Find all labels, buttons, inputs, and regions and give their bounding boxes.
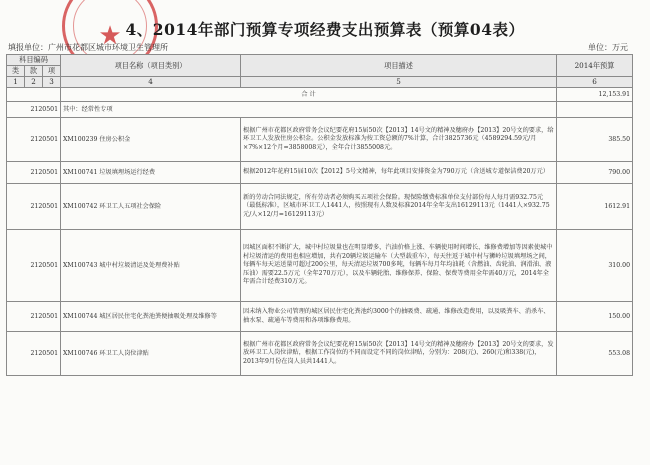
row-amount: 790.00	[557, 162, 633, 184]
reporting-unit	[8, 42, 168, 53]
level-class-header: 类	[7, 66, 25, 77]
row-desc: 根据广州市花都区政府常务会议纪要花府15届50次【2013】14号文的精神及穗府办【2013】20号文的要求，给环卫工人发放住房公积金。公积金发放标准为按工资总额的7%计算，合计3825736元（4589294.59元/月×7%×12个月=3858008元），全年合计3855008元。	[241, 118, 557, 162]
page-title: 4、2014年部门预算专项经费支出预算表（预算04表）	[125, 20, 525, 39]
table-row	[7, 302, 633, 332]
group-name: 其中：经常性专项	[61, 102, 557, 118]
reporting-unit-label: 填报单位：	[8, 43, 48, 52]
row-project: XM100746 环卫工人岗位津贴	[61, 332, 241, 376]
row-project: XM100742 环卫工人五项社会保险	[61, 184, 241, 230]
row-project: XM100741 垃圾填埋场运行经费	[61, 162, 241, 184]
table-row	[7, 184, 633, 230]
seal-star-icon: ★	[98, 21, 122, 51]
row-desc: 因城区面积不断扩大，城中村垃圾量也在明显增多，汽油价格上涨、车辆使用时间增长、维修费增加等因素使城中村垃圾清运的费用也相应增加，共有20辆垃圾运输车（大型载重车），每天往返于城中村与狮岭垃圾填埋场之间，每辆车每天运送量可超过200公里，每天清运垃圾700多吨，每辆车每月年均油耗（含燃油、齿轮油、润滑油、液压油）需要22.5万元（全年270万元），以及车辆轮胎、维修保养、保险、保费等费用全年需40万元，2014年全年需合计经费310万元。	[241, 230, 557, 302]
row-code: 2120501	[7, 332, 61, 376]
level-item-header: 项	[43, 66, 61, 77]
table-row	[7, 118, 633, 162]
col-number: 4	[61, 77, 241, 88]
budget-table	[6, 54, 633, 376]
row-amount: 553.08	[557, 332, 633, 376]
row-desc: 根据2012年花府15届10次【2012】5号文精神，每年此项目安排资金为790万元（含送城专道保洁费20万元）	[241, 162, 557, 184]
total-amount: 12,153.91	[557, 88, 633, 102]
row-code: 2120501	[7, 302, 61, 332]
row-code: 2120501	[7, 230, 61, 302]
row-project: XM100239 住房公积金	[61, 118, 241, 162]
header-row-1	[7, 55, 633, 66]
budget-header: 2014年预算	[557, 55, 633, 77]
group-code: 2120501	[7, 102, 61, 118]
table-row	[7, 162, 633, 184]
col-number: 5	[241, 77, 557, 88]
row-amount: 310.00	[557, 230, 633, 302]
total-label: 合 计	[61, 88, 557, 102]
row-desc: 因未纳入物业公司管理的城区居民住宅化粪池约3000个的抽吸费、疏通、维修改造费用，以及吸粪车、消杀车、抽水泵、疏通车等费用和各项维修费用。	[241, 302, 557, 332]
total-row	[7, 88, 633, 102]
row-code: 2120501	[7, 118, 61, 162]
row-desc: 根据广州市花都区政府常务会议纪要花府15届50次【2013】14号文的精神及穗府办【2013】20号文的要求，发放环卫工人岗位津贴，根据工作岗位的不同而设定不同的岗位津贴，分别为：208(元)、260(元)和338(元)，2013年9月份在岗人员共1441人。	[241, 332, 557, 376]
subject-code-header: 科目编码	[7, 55, 61, 66]
row-project: XM100744 城区居民住宅化粪池粪便抽吸处理及维修等	[61, 302, 241, 332]
table-row	[7, 332, 633, 376]
row-code: 2120501	[7, 184, 61, 230]
project-name-header: 项目名称（项目类别）	[61, 55, 241, 77]
row-amount: 385.50	[557, 118, 633, 162]
project-desc-header: 项目描述	[241, 55, 557, 77]
row-amount: 1612.91	[557, 184, 633, 230]
column-number-row	[7, 77, 633, 88]
reporting-unit-name: 广州市花都区城市环境卫生管理所	[48, 43, 168, 52]
col-number: 1	[7, 77, 25, 88]
row-project: XM100743 城中村垃圾清运及处理费补贴	[61, 230, 241, 302]
level-section-header: 款	[25, 66, 43, 77]
col-number: 6	[557, 77, 633, 88]
group-row	[7, 102, 633, 118]
row-code: 2120501	[7, 162, 61, 184]
col-number: 2	[25, 77, 43, 88]
row-amount: 150.00	[557, 302, 633, 332]
row-desc: 新的劳动合同法规定，所有劳动者必须购买五项社会保险。现保险缴费标准单位支付部份每人每月需932.75元（最低标准），区城市环卫工人1441人，按照现有人数及标准2014年全年支出16129113元（1441人×932.75元/人×12/月=16129113元）	[241, 184, 557, 230]
currency-unit: 单位：万元	[588, 43, 628, 52]
table-row	[7, 230, 633, 302]
col-number: 3	[43, 77, 61, 88]
